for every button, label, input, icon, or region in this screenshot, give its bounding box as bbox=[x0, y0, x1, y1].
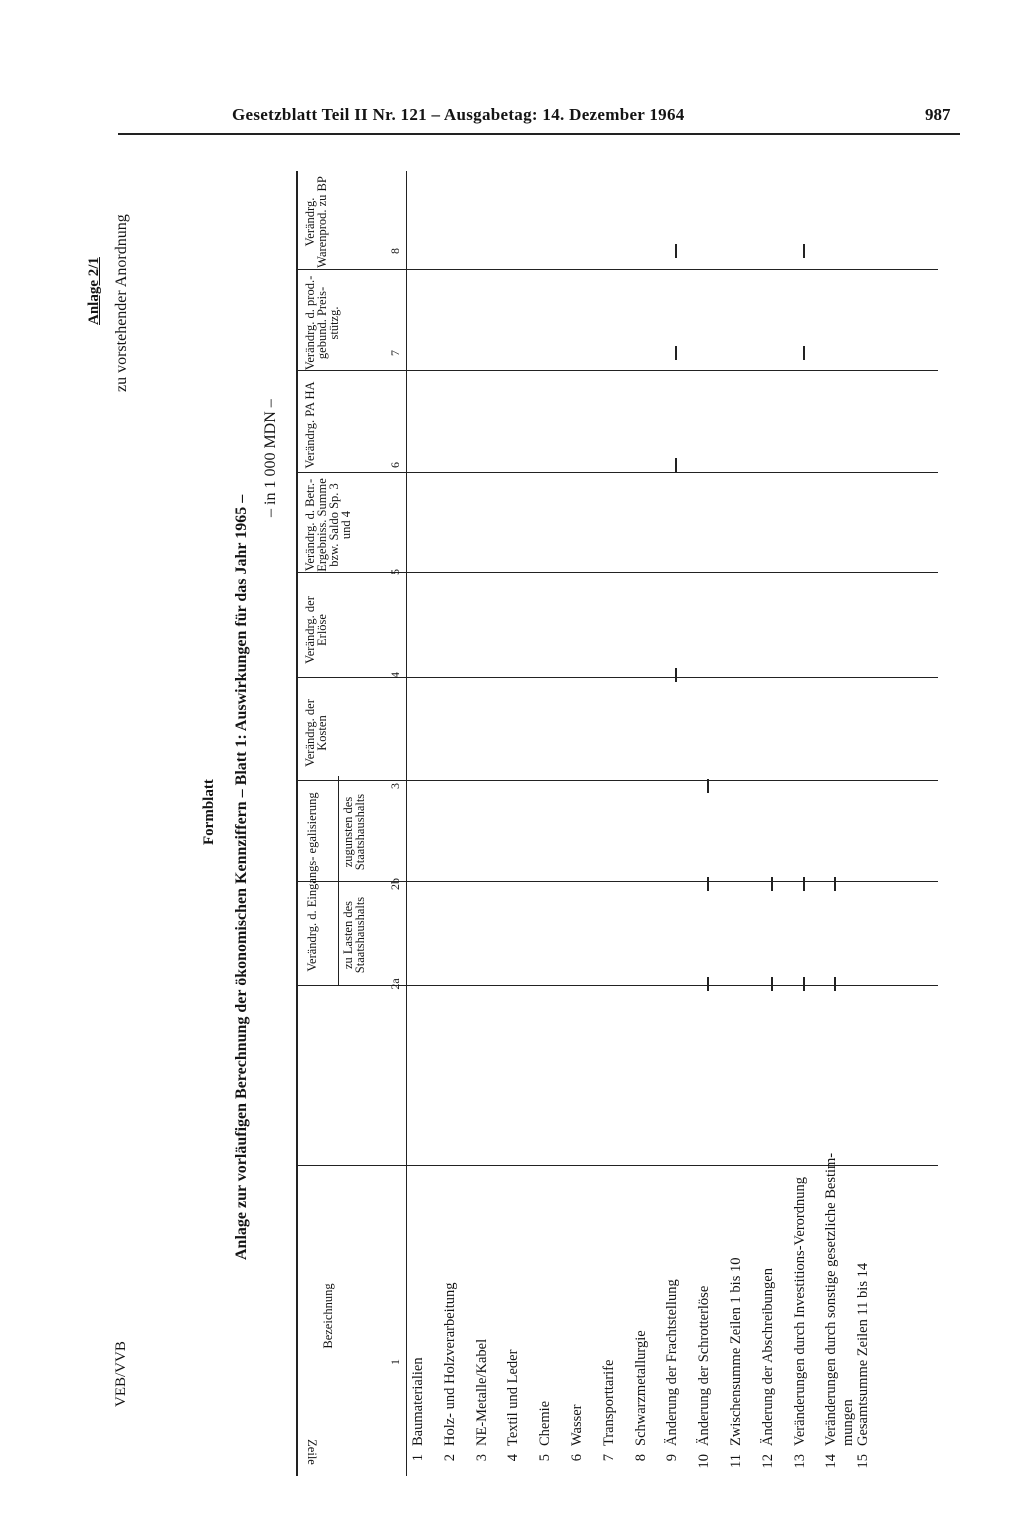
table-row bbox=[442, 1283, 459, 1472]
empty-cell-dash bbox=[675, 346, 677, 360]
table-row bbox=[855, 1263, 872, 1472]
row-number: 15 bbox=[855, 1454, 872, 1469]
table-row bbox=[728, 1258, 745, 1472]
column-number-6: 6 bbox=[388, 462, 402, 468]
row-label: Chemie bbox=[537, 1400, 554, 1446]
column-number-7: 7 bbox=[388, 350, 402, 356]
column-header-5: Verändrg. d. Betr.- Ergebniss. Summe bzw. Saldo Sp. 3 und 4 bbox=[303, 478, 353, 572]
table-top-rule bbox=[296, 171, 298, 1476]
row-number: 4 bbox=[505, 1454, 522, 1462]
page-number: 987 bbox=[925, 105, 951, 124]
row-label: Veränderungen durch sonstige gesetzliche Bestim- bbox=[823, 1152, 840, 1446]
empty-cell-dash bbox=[675, 458, 677, 472]
table-row bbox=[696, 1286, 713, 1472]
empty-cell-dash bbox=[707, 977, 709, 991]
empty-cell-dash bbox=[771, 877, 773, 891]
column-number-8: 8 bbox=[388, 248, 402, 254]
column-number-1: 1 bbox=[388, 1359, 402, 1365]
row-label: Zwischensumme Zeilen 1 bis 10 bbox=[728, 1257, 744, 1446]
column-number-2b: 2b bbox=[388, 878, 402, 890]
empty-cell-dash bbox=[834, 977, 836, 991]
empty-cell-dash bbox=[803, 977, 805, 991]
column-header-7: Verändrg. d. prod.- gebund. Preis- stützg. bbox=[303, 275, 341, 371]
row-number: 5 bbox=[537, 1454, 554, 1462]
column-number-rule bbox=[406, 171, 407, 1476]
form-title: Formblatt bbox=[201, 779, 217, 845]
column-header-6: Verändrg. PA HA bbox=[303, 381, 317, 469]
column-header-3: Verändrg. der Kosten bbox=[303, 699, 329, 767]
empty-cell-dash bbox=[675, 244, 677, 258]
publisher-label: VEB/VVB bbox=[113, 1341, 129, 1407]
table-row bbox=[633, 1330, 650, 1472]
row-number: 13 bbox=[791, 1454, 808, 1469]
row-number: 11 bbox=[728, 1454, 744, 1468]
row-number: 12 bbox=[759, 1454, 776, 1469]
table-row bbox=[474, 1339, 491, 1472]
group-header: Verändrg. d. Eingangs- egalisierung bbox=[305, 792, 319, 972]
table-row bbox=[569, 1404, 586, 1472]
row-label: Änderung der Abschreibungen bbox=[759, 1268, 776, 1446]
column-divider bbox=[296, 269, 938, 270]
column-header-8: Verändrg. Warenprod. zu BP bbox=[303, 176, 329, 268]
column-number-3: 3 bbox=[388, 783, 402, 789]
table-row bbox=[823, 1153, 857, 1472]
unit-label: – in 1 000 MDN – bbox=[262, 399, 279, 517]
empty-cell-dash bbox=[707, 877, 709, 891]
row-number: 8 bbox=[632, 1454, 649, 1462]
row-label: Baumaterialien bbox=[410, 1357, 426, 1446]
row-label-continuation: mungen bbox=[840, 1399, 857, 1446]
column-divider bbox=[296, 370, 938, 371]
row-label: Textil und Leder bbox=[505, 1349, 522, 1446]
empty-cell-dash bbox=[834, 877, 836, 891]
sub-header-2b: zugunsten des Staatshaushalts bbox=[341, 793, 367, 871]
empty-cell-dash bbox=[707, 779, 709, 793]
row-number: 10 bbox=[696, 1454, 713, 1469]
row-label: NE-Metalle/Kabel bbox=[473, 1338, 490, 1446]
row-label: Transporttarife bbox=[600, 1359, 617, 1446]
column-number-4: 4 bbox=[388, 672, 402, 678]
row-number: 6 bbox=[569, 1454, 585, 1462]
row-label: Veränderungen durch Investitions-Verordnung bbox=[791, 1177, 808, 1446]
row-label: Wasser bbox=[569, 1404, 585, 1446]
column-number-2a: 2a bbox=[388, 978, 402, 990]
empty-cell-dash bbox=[803, 346, 805, 360]
form-heading: Anlage zur vorläufigen Berechnung der ökonomischen Kennziffern – Blatt 1: Auswirkungen für das Jahr 1965 – bbox=[233, 494, 250, 1260]
column-number-5: 5 bbox=[388, 569, 402, 575]
table-row bbox=[505, 1350, 522, 1472]
table-row bbox=[760, 1268, 777, 1472]
row-label: Holz- und Holzverarbeitung bbox=[441, 1282, 458, 1446]
empty-cell-dash bbox=[771, 977, 773, 991]
row-number: 1 bbox=[410, 1454, 426, 1462]
row-label: Änderung der Frachtstellung bbox=[664, 1279, 681, 1446]
table-row bbox=[410, 1357, 427, 1472]
table-row bbox=[537, 1401, 554, 1472]
anlage-subtitle: zu vorstehender Anordnung bbox=[113, 214, 130, 392]
row-number: 3 bbox=[473, 1454, 490, 1462]
table-row bbox=[601, 1360, 618, 1472]
group-subheader-rule bbox=[338, 776, 339, 986]
table-row bbox=[664, 1279, 681, 1472]
anlage-title: Anlage 2/1 bbox=[86, 257, 102, 325]
row-label: Änderung der Schrotterlöse bbox=[696, 1285, 713, 1446]
sub-header-2a: zu Lasten des Staatshaushalts bbox=[341, 896, 367, 974]
table-row bbox=[792, 1177, 809, 1472]
empty-cell-dash bbox=[803, 244, 805, 258]
row-label: Gesamtsumme Zeilen 11 bis 14 bbox=[855, 1262, 872, 1446]
row-number: 14 bbox=[823, 1454, 840, 1469]
row-number: 7 bbox=[600, 1454, 617, 1462]
bezeichnung-header: Bezeichnung bbox=[321, 1283, 335, 1349]
row-number: 2 bbox=[441, 1454, 458, 1462]
row-label: Schwarzmetallurgie bbox=[632, 1330, 649, 1446]
zeile-header: Zeile bbox=[305, 1439, 319, 1465]
row-number: 9 bbox=[664, 1454, 681, 1462]
page-header: Gesetzblatt Teil II Nr. 121 – Ausgabetag: 14. Dezember 1964 bbox=[232, 105, 685, 124]
empty-cell-dash bbox=[675, 668, 677, 682]
empty-cell-dash bbox=[803, 877, 805, 891]
column-header-4: Verändrg. der Erlöse bbox=[303, 596, 329, 664]
